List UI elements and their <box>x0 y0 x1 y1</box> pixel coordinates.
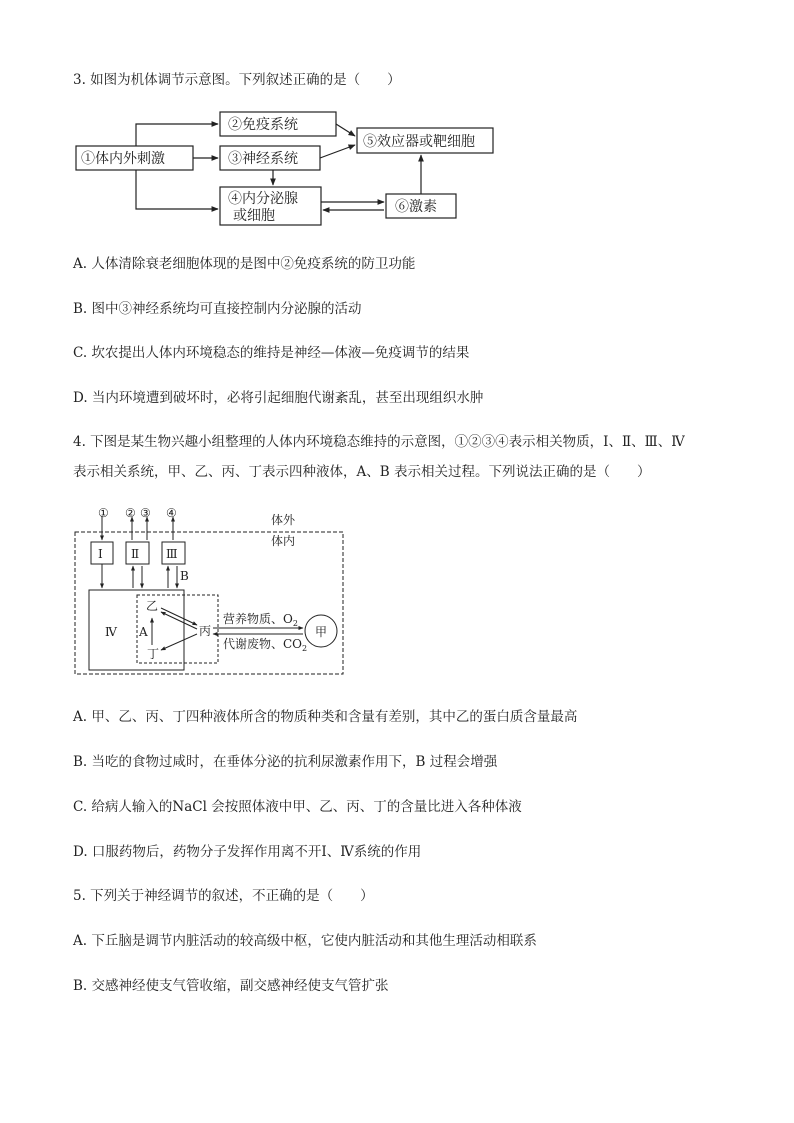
q4-homeostasis-diagram <box>73 500 373 682</box>
system-2-label: Ⅱ <box>131 547 140 561</box>
fluid-bing-label: 丙 <box>199 624 212 638</box>
q5-stem: 5. 下列关于神经调节的叙述，不正确的是（ ） <box>73 888 374 904</box>
q4-stem-line-1: 4. 下图是某生物兴趣小组整理的人体内环境稳态维持的示意图，①②③④表示相关物质，Ⅰ、Ⅱ、Ⅲ、Ⅳ <box>73 434 685 450</box>
inside-label: 体内 <box>271 534 296 548</box>
substance-3-label: ③ <box>140 506 151 520</box>
hormone-label: ⑥激素 <box>395 199 437 215</box>
process-a-label: A <box>139 625 148 639</box>
immune-system-label: ②免疫系统 <box>228 117 298 133</box>
system-1-label: Ⅰ <box>98 547 103 561</box>
effector-label: ⑤效应器或靶细胞 <box>363 134 475 150</box>
q5-option-a: A. 下丘脑是调节内脏活动的较高级中枢，它使内脏活动和其他生理活动相联系 <box>73 933 537 949</box>
q4-stem-line-2: 表示相关系统，甲、乙、丙、丁表示四种液体，A、B 表示相关过程。下列说法正确的是（ ） <box>73 464 651 480</box>
q3-option-a: A. 人体清除衰老细胞体现的是图中②免疫系统的防卫功能 <box>73 256 416 272</box>
q3-regulation-diagram <box>73 106 503 230</box>
stimulus-label: ①体内外刺激 <box>81 151 165 167</box>
fluid-yi-label: 乙 <box>146 599 159 613</box>
system-4-label: Ⅳ <box>105 625 117 639</box>
endocrine-label-1: ④内分泌腺 <box>228 191 298 207</box>
system-3-label: Ⅲ <box>166 547 178 561</box>
endocrine-label-2: 或细胞 <box>233 208 275 224</box>
q4-option-c: C. 给病人输入的NaCl 会按照体液中甲、乙、丙、丁的含量比进入各种体液 <box>73 799 522 815</box>
q4-option-d: D. 口服药物后，药物分子发挥作用离不开Ⅰ、Ⅳ系统的作用 <box>73 844 422 860</box>
substance-4-label: ④ <box>166 506 177 520</box>
substance-2-label: ② <box>125 506 136 520</box>
q3-option-d: D. 当内环境遭到破坏时，必将引起细胞代谢紊乱，甚至出现组织水肿 <box>73 390 484 406</box>
nutrient-label: 营养物质、$O_2$ <box>223 612 298 628</box>
nerve-system-label: ③神经系统 <box>228 151 298 167</box>
q5-option-b: B. 交感神经使支气管收缩，副交感神经使支气管扩张 <box>73 978 389 994</box>
outside-label: 体外 <box>271 513 296 527</box>
q3-option-c: C. 坎农提出人体内环境稳态的维持是神经—体液—免疫调节的结果 <box>73 345 470 361</box>
process-b-label: B <box>180 569 189 583</box>
fluid-jia-label: 甲 <box>315 625 328 639</box>
q4-option-a: A. 甲、乙、丙、丁四种液体所含的物质种类和含量有差别，其中乙的蛋白质含量最高 <box>73 709 578 725</box>
q3-option-b: B. 图中③神经系统均可直接控制内分泌腺的活动 <box>73 301 362 317</box>
waste-label: 代谢废物、$CO_2$ <box>223 637 308 653</box>
q3-stem: 3. 如图为机体调节示意图。下列叙述正确的是（ ） <box>73 72 401 88</box>
substance-1-label: ① <box>98 506 109 520</box>
fluid-ding-label: 丁 <box>147 647 160 661</box>
q4-option-b: B. 当吃的食物过咸时，在垂体分泌的抗利尿激素作用下，B 过程会增强 <box>73 754 498 770</box>
